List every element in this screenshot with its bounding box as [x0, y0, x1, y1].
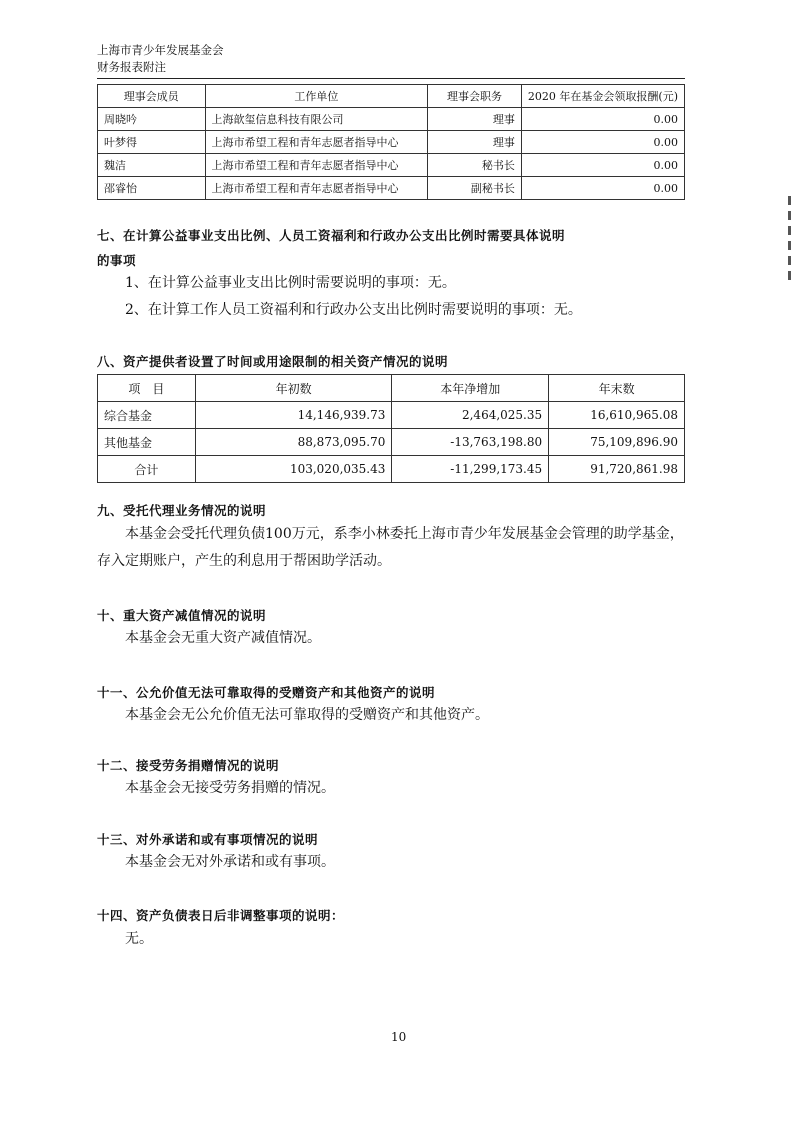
row-begin: 103,020,035.43 — [195, 456, 392, 483]
row-item: 合计 — [98, 456, 196, 483]
row-end: 91,720,861.98 — [549, 456, 685, 483]
member-role: 理事 — [428, 131, 522, 154]
row-increase: 2,464,025.35 — [392, 402, 549, 429]
col-header-increase: 本年净增加 — [392, 375, 549, 402]
table-row — [98, 177, 685, 200]
member-role: 理事 — [428, 108, 522, 131]
member-name: 魏洁 — [98, 154, 206, 177]
section-11-title: 十一、公允价值无法可靠取得的受赠资产和其他资产的说明 — [97, 685, 436, 700]
section-7-item-2: 2、在计算工作人员工资福利和行政办公支出比例时需要说明的事项：无。 — [125, 302, 582, 318]
col-header-role: 理事会职务 — [428, 85, 522, 108]
member-pay: 0.00 — [521, 154, 684, 177]
section-13-title: 十三、对外承诺和或有事项情况的说明 — [97, 832, 319, 847]
member-name: 叶梦得 — [98, 131, 206, 154]
header-org: 上海市青少年发展基金会 — [97, 43, 224, 57]
section-12-body: 本基金会无接受劳务捐赠的情况。 — [125, 780, 335, 796]
header-divider — [97, 78, 685, 79]
member-pay: 0.00 — [521, 108, 684, 131]
page-number: 10 — [391, 1030, 407, 1044]
member-unit: 上海歆玺信息科技有限公司 — [205, 108, 428, 131]
section-7-title-line2: 的事项 — [97, 253, 137, 268]
section-8-title: 八、资产提供者设置了时间或用途限制的相关资产情况的说明 — [97, 354, 449, 369]
col-header-unit: 工作单位 — [205, 85, 428, 108]
restricted-assets-table — [97, 374, 685, 483]
col-header-end: 年末数 — [549, 375, 685, 402]
page-header — [97, 42, 224, 76]
section-11-body: 本基金会无公允价值无法可靠取得的受赠资产和其他资产。 — [125, 707, 489, 723]
col-header-member: 理事会成员 — [98, 85, 206, 108]
row-item: 综合基金 — [98, 402, 196, 429]
table-header-row — [98, 85, 685, 108]
board-members-table — [97, 84, 685, 200]
section-9-body: 本基金会受托代理负债100万元，系李小林委托上海市青少年发展基金会管理的助学基金，存入定期账户，产生的利息用于帮困助学活动。 — [97, 526, 684, 569]
section-10-title: 十、重大资产减值情况的说明 — [97, 608, 267, 623]
table-row — [98, 429, 685, 456]
table-row — [98, 402, 685, 429]
section-14-title: 十四、资产负债表日后非调整事项的说明： — [97, 908, 345, 923]
table-row — [98, 154, 685, 177]
section-10-body: 本基金会无重大资产减值情况。 — [125, 630, 321, 646]
member-name: 周晓吟 — [98, 108, 206, 131]
row-end: 75,109,896.90 — [549, 429, 685, 456]
section-7-title-line1: 七、在计算公益事业支出比例、人员工资福利和行政办公支出比例时需要具体说明 — [97, 228, 566, 243]
scan-edge-mark — [788, 196, 791, 286]
col-header-begin: 年初数 — [195, 375, 392, 402]
section-12-title: 十二、接受劳务捐赠情况的说明 — [97, 758, 280, 773]
member-unit: 上海市希望工程和青年志愿者指导中心 — [205, 154, 428, 177]
section-9-title: 九、受托代理业务情况的说明 — [97, 503, 267, 518]
table-header-row — [98, 375, 685, 402]
row-begin: 88,873,095.70 — [195, 429, 392, 456]
row-increase: -11,299,173.45 — [392, 456, 549, 483]
member-pay: 0.00 — [521, 177, 684, 200]
section-7-item-1: 1、在计算公益事业支出比例时需要说明的事项：无。 — [125, 275, 456, 291]
table-row — [98, 108, 685, 131]
col-header-pay: 2020 年在基金会领取报酬(元) — [521, 85, 684, 108]
row-item: 其他基金 — [98, 429, 196, 456]
member-role: 副秘书长 — [428, 177, 522, 200]
table-row-total — [98, 456, 685, 483]
member-pay: 0.00 — [521, 131, 684, 154]
member-unit: 上海市希望工程和青年志愿者指导中心 — [205, 177, 428, 200]
row-begin: 14,146,939.73 — [195, 402, 392, 429]
col-header-item: 项 目 — [98, 375, 196, 402]
member-unit: 上海市希望工程和青年志愿者指导中心 — [205, 131, 428, 154]
section-14-body: 无。 — [125, 931, 153, 947]
row-increase: -13,763,198.80 — [392, 429, 549, 456]
header-doc-title: 财务报表附注 — [97, 60, 166, 74]
row-end: 16,610,965.08 — [549, 402, 685, 429]
table-row — [98, 131, 685, 154]
member-role: 秘书长 — [428, 154, 522, 177]
section-13-body: 本基金会无对外承诺和或有事项。 — [125, 854, 335, 870]
member-name: 邵睿怡 — [98, 177, 206, 200]
